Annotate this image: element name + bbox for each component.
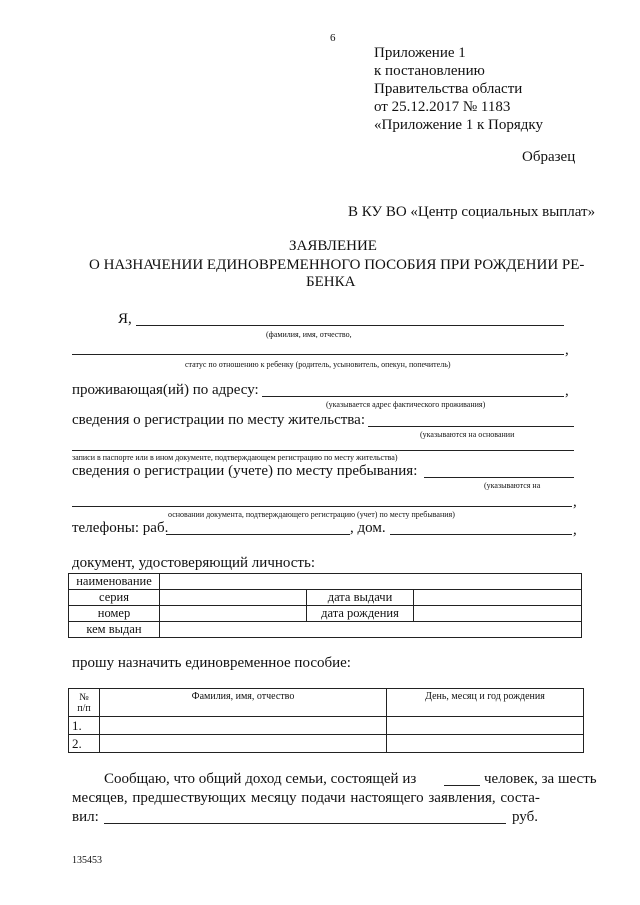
children-row-1-no: 1. bbox=[69, 717, 100, 735]
children-col-no-line1: № bbox=[79, 691, 89, 703]
id-birth-date-label: дата рождения bbox=[307, 606, 414, 622]
title-line-2: О НАЗНАЧЕНИИ ЕДИНОВРЕМЕННОГО ПОСОБИЯ ПРИ РОЖДЕНИИ РЕ- bbox=[89, 257, 585, 273]
registration-hint: (указываются на основании bbox=[420, 430, 515, 439]
id-row-name-label: наименование bbox=[69, 574, 160, 590]
registration-hint-2: записи в паспорте или в ином документе, подтверждающем регистрацию по месту жительства) bbox=[72, 453, 398, 462]
children-table bbox=[68, 688, 584, 753]
addressee: В КУ ВО «Центр социальных выплат» bbox=[348, 204, 596, 220]
children-row-1-fio[interactable] bbox=[100, 717, 387, 735]
address-hint: (указывается адрес фактического проживания) bbox=[326, 400, 486, 409]
title-line-3: БЕНКА bbox=[306, 274, 356, 290]
request-label: прошу назначить единовременное пособие: bbox=[72, 655, 351, 671]
income-text-3b: руб. bbox=[512, 809, 538, 825]
income-text-3a: вил: bbox=[72, 809, 99, 825]
stay-line[interactable] bbox=[424, 477, 574, 478]
footer-code: 135453 bbox=[72, 855, 102, 866]
children-col-date: День, месяц и год рождения bbox=[387, 689, 584, 717]
id-issued-cell[interactable] bbox=[160, 622, 582, 638]
id-doc-table bbox=[68, 573, 582, 638]
phones-comma: , bbox=[573, 522, 577, 538]
id-series-cell[interactable] bbox=[160, 590, 307, 606]
id-row-issued-label: кем выдан bbox=[69, 622, 160, 638]
children-row-2-date[interactable] bbox=[387, 735, 584, 753]
income-text-1a: Сообщаю, что общий доход семьи, состоящей из bbox=[104, 771, 417, 787]
stay-comma: , bbox=[573, 494, 577, 510]
registration-line-2[interactable] bbox=[72, 450, 574, 451]
appendix-line-2: к постановлению bbox=[374, 63, 485, 79]
fio-line[interactable] bbox=[136, 325, 564, 326]
id-number-cell[interactable] bbox=[160, 606, 307, 622]
status-hint: статус по отношению к ребенку (родитель, усыновитель, опекун, попечитель) bbox=[185, 360, 451, 369]
stay-line-2[interactable] bbox=[72, 506, 572, 507]
children-row-2-no: 2. bbox=[69, 735, 100, 753]
stay-hint: (указываются на bbox=[484, 481, 541, 490]
work-phone-line[interactable] bbox=[166, 534, 350, 535]
id-issue-date-label: дата выдачи bbox=[307, 590, 414, 606]
appendix-line-5: «Приложение 1 к Порядку bbox=[374, 117, 543, 133]
status-line[interactable] bbox=[72, 354, 564, 355]
id-row-number-label: номер bbox=[69, 606, 160, 622]
address-comma: , bbox=[565, 383, 569, 399]
home-phone-line[interactable] bbox=[390, 534, 572, 535]
income-amount-line[interactable] bbox=[104, 823, 506, 824]
appendix-line-1: Приложение 1 bbox=[374, 45, 466, 61]
phones-label: телефоны: раб. bbox=[72, 520, 169, 536]
income-text-1b: человек, за шесть bbox=[484, 771, 597, 787]
title-line-1: ЗАЯВЛЕНИЕ bbox=[289, 238, 377, 254]
status-comma: , bbox=[565, 342, 569, 358]
id-doc-label: документ, удостоверяющий личность: bbox=[72, 555, 315, 571]
children-col-no bbox=[69, 689, 100, 717]
sample-label: Образец bbox=[522, 149, 576, 165]
page-number: 6 bbox=[330, 32, 336, 44]
stay-hint-2: основании документа, подтверждающего регистрацию (учет) по месту пребывания) bbox=[168, 510, 455, 519]
children-row-1-date[interactable] bbox=[387, 717, 584, 735]
fio-hint: (фамилия, имя, отчество, bbox=[266, 330, 352, 339]
children-col-no-line2: п/п bbox=[77, 702, 91, 714]
id-birth-date-cell[interactable] bbox=[414, 606, 582, 622]
registration-line[interactable] bbox=[368, 426, 574, 427]
appendix-line-3: Правительства области bbox=[374, 81, 523, 97]
id-row-series-label: серия bbox=[69, 590, 160, 606]
id-name-cell[interactable] bbox=[160, 574, 582, 590]
registration-label: сведения о регистрации по месту жительства: bbox=[72, 412, 365, 428]
home-phone-label: , дом. bbox=[350, 520, 386, 536]
address-line[interactable] bbox=[262, 396, 564, 397]
ya-label: Я, bbox=[118, 311, 132, 327]
stay-label: сведения о регистрации (учете) по месту пребывания: bbox=[72, 463, 418, 479]
income-text-2: месяцев, предшествующих месяцу подачи настоящего заявления, соста- bbox=[72, 790, 540, 806]
id-issue-date-cell[interactable] bbox=[414, 590, 582, 606]
address-label: проживающая(ий) по адресу: bbox=[72, 382, 259, 398]
appendix-line-4: от 25.12.2017 № 1183 bbox=[374, 99, 511, 115]
children-row-2-fio[interactable] bbox=[100, 735, 387, 753]
children-col-fio: Фамилия, имя, отчество bbox=[100, 689, 387, 717]
family-count-line[interactable] bbox=[444, 785, 480, 786]
